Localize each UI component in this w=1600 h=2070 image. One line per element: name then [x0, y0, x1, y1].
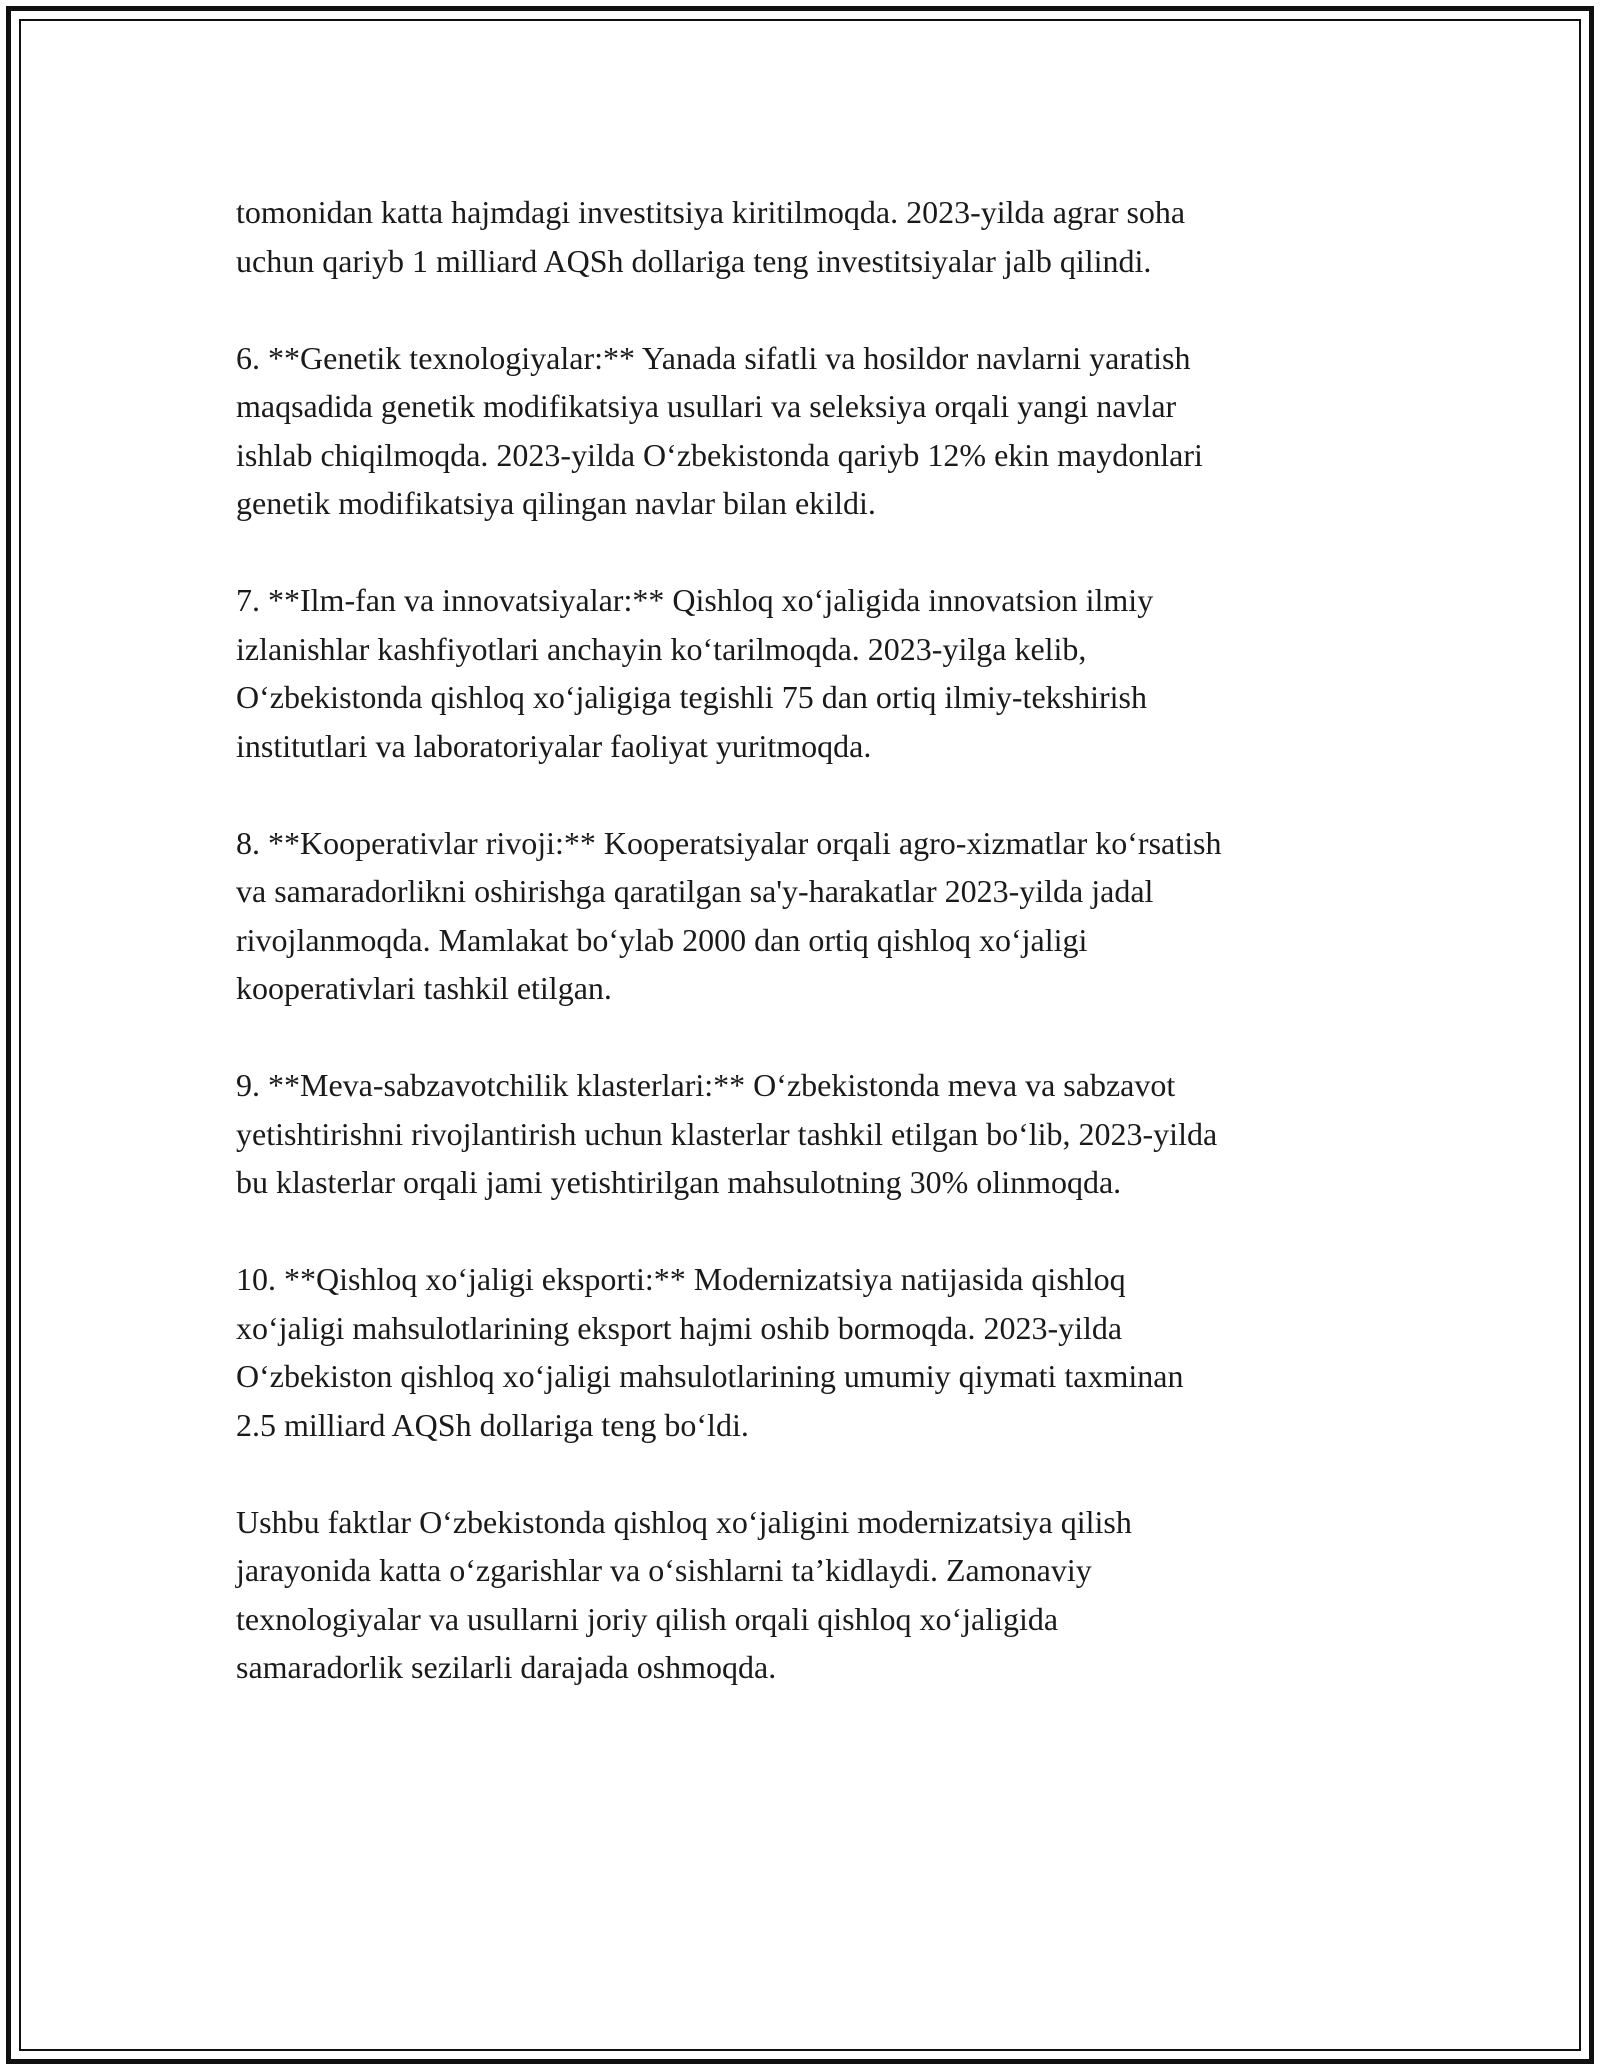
paragraph-conclusion: Ushbu faktlar Oʻzbekistonda qishloq xoʻjaligini modernizatsiya qilish jarayonida katta oʻzgarishlar va oʻsishlarni ta’kidlaydi. Zamonaviy texnologiyalar va usullarni joriy qilish orqali qishloq xoʻjaligida samaradorlik sezilarli darajada oshmoqda.	[236, 1503, 1132, 1685]
paragraph-science-innovation: 7. **Ilm-fan va innovatsiyalar:** Qishloq xoʻjaligida innovatsion ilmiy izlanishlar kashfiyotlari anchayin koʻtarilmoqda. 2023-yilga kelib, Oʻzbekistonda qishloq xoʻjaligiga tegishli 75 dan ortiq ilmiy-tekshirish institutlari va laboratoriyalar faoliyat yuritmoqda.	[236, 582, 1154, 764]
paragraph-genetic-technologies: 6. **Genetik texnologiyalar:** Yanada sifatli va hosildor navlarni yaratish maqsadida genetik modifikatsiya usullari va seleksiya orqali yangi navlar ishlab chiqilmoqda. 2023-yilda Oʻzbekistonda qariyb 12% ekin maydonlari genetik modifikatsiya qilingan navlar bilan ekildi.	[236, 339, 1203, 521]
paragraph-investment-continued: tomonidan katta hajmdagi investitsiya kiritilmoqda. 2023-yilda agrar soha uchun qariyb 1 milliard AQSh dollariga teng investitsiyalar jalb qilindi.	[236, 194, 1186, 279]
paragraph-agricultural-export: 10. **Qishloq xoʻjaligi eksporti:** Modernizatsiya natijasida qishloq xoʻjaligi mahsulotlarining eksport hajmi oshib bormoqda. 2023-yilda Oʻzbekiston qishloq xoʻjaligi mahsulotlarining umumiy qiymati taxminan 2.5 milliard AQSh dollariga teng boʻldi.	[236, 1261, 1184, 1443]
paragraph-cooperatives: 8. **Kooperativlar rivoji:** Kooperatsiyalar orqali agro-xizmatlar koʻrsatish va samaradorlikni oshirishga qaratilgan sa'y-harakatlar 2023-yilda jadal rivojlanmoqda. Mamlakat boʻylab 2000 dan ortiq qishloq xoʻjaligi kooperativlari tashkil etilgan.	[236, 824, 1222, 1006]
document-body	[236, 188, 1386, 1692]
paragraph-fruit-vegetable-clusters: 9. **Meva-sabzavotchilik klasterlari:** Oʻzbekistonda meva va sabzavot yetishtirishni rivojlantirish uchun klasterlar tashkil etilgan boʻlib, 2023-yilda bu klasterlar orqali jami yetishtirilgan mahsulotning 30% olinmoqda.	[236, 1067, 1218, 1200]
